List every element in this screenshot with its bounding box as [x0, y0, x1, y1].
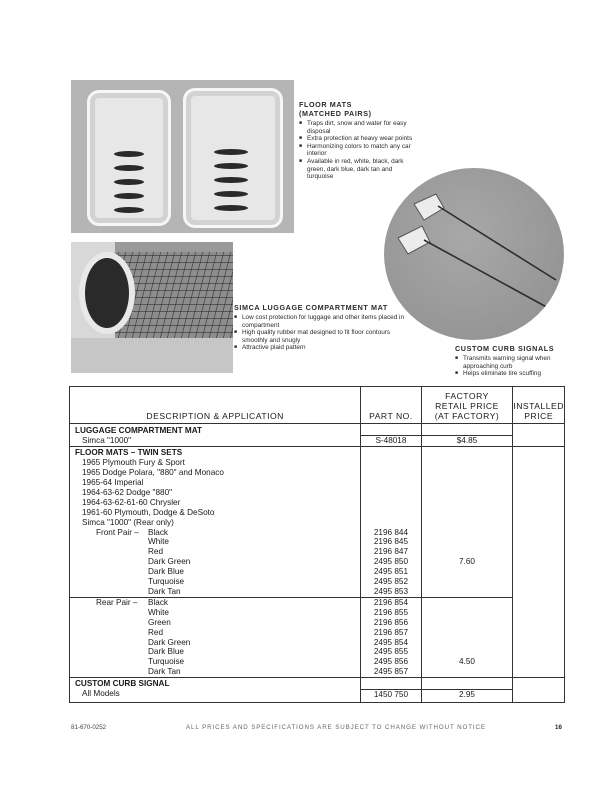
table-row: 1965 Plymouth Fury & Sport — [70, 458, 565, 468]
list-item: ■ Available in red, white, black, dark green, dark blue, dark tan and turquoise — [299, 158, 419, 181]
price-table — [69, 386, 565, 703]
table-row: Dark Tan 2495 857 — [70, 667, 565, 677]
table-row: Simca "1000" S-48018 $4.85 — [70, 436, 565, 447]
curb-signals-title: CUSTOM CURB SIGNALS — [455, 344, 555, 353]
floor-mats-caption — [299, 100, 419, 181]
tire-image — [79, 252, 135, 334]
table-row — [70, 424, 565, 436]
table-header-row — [70, 387, 565, 424]
left-floor-mat — [87, 90, 171, 226]
table-row — [70, 678, 565, 689]
price-notice: ALL PRICES AND SPECIFICATIONS ARE SUBJECT TO CHANGE WITHOUT NOTICE — [186, 724, 486, 731]
luggage-mat-photo — [71, 242, 233, 373]
table-row: Rear Pair – Black 2196 854 — [70, 597, 565, 607]
curb-signals-photo — [384, 168, 564, 340]
table-row: Dark Tan 2495 853 — [70, 587, 565, 597]
list-item: ■ High quality rubber mat designed to fit floor contours smoothly and snugly — [234, 329, 412, 344]
floor-mats-bullets — [299, 120, 419, 181]
table-row: Turquoise 2495 856 4.50 — [70, 657, 565, 667]
table-row: Green 2196 856 — [70, 618, 565, 628]
description-header: DESCRIPTION & APPLICATION — [70, 387, 361, 424]
section-heading: LUGGAGE COMPARTMENT MAT — [70, 424, 361, 436]
front-pair-price: 7.60 — [421, 557, 513, 567]
table-row: 1965 Dodge Polara, "880" and Monaco — [70, 468, 565, 478]
table-row: Turquoise 2495 852 — [70, 577, 565, 587]
section-heading: CUSTOM CURB SIGNAL — [70, 678, 361, 689]
list-item: ■ Extra protection at heavy wear points — [299, 135, 419, 143]
part-no-header: PART NO. — [361, 387, 421, 424]
luggage-mat-bullets — [234, 314, 412, 352]
floor-mats-subtitle: (MATCHED PAIRS) — [299, 109, 372, 118]
floor-mats-photo — [71, 80, 294, 233]
page-number: 16 — [555, 724, 562, 731]
list-item: ■ Attractive plaid pattern — [234, 344, 412, 352]
list-item: ■ Helps eliminate tire scuffing — [455, 370, 567, 378]
table-row: Dark Green 2495 850 7.60 — [70, 557, 565, 567]
curb-signals-caption — [455, 344, 567, 378]
right-floor-mat — [183, 88, 283, 228]
factory-price-header: FACTORY RETAIL PRICE (AT FACTORY) — [421, 387, 513, 424]
table-row: Dark Green 2495 854 — [70, 638, 565, 648]
rear-pair-price: 4.50 — [421, 657, 513, 667]
curb-signals-bullets — [455, 355, 567, 378]
table-row — [70, 447, 565, 458]
luggage-mat-title: SIMCA LUGGAGE COMPARTMENT MAT — [234, 303, 388, 312]
table-row: All Models 1450 750 2.95 — [70, 689, 565, 702]
table-row: White 2196 855 — [70, 608, 565, 618]
table-row: Red 2196 857 — [70, 628, 565, 638]
table-row: Front Pair – Black 2196 844 — [70, 528, 565, 538]
list-item: ■ Low cost protection for luggage and other items placed in compartment — [234, 314, 412, 329]
luggage-mat-caption — [234, 303, 412, 352]
list-item: ■ Transmits warning signal when approaching curb — [455, 355, 567, 370]
document-code: 81-670-0252 — [71, 724, 107, 731]
table-row: White 2196 845 — [70, 537, 565, 547]
table-row: 1964-63-62-61-60 Chrysler — [70, 498, 565, 508]
curb-feeler-illustration — [384, 168, 564, 340]
installed-price-header: INSTALLED PRICE — [513, 387, 565, 424]
table-row: 1965-64 Imperial — [70, 478, 565, 488]
table-row: 1961-60 Plymouth, Dodge & DeSoto — [70, 508, 565, 518]
list-item: ■ Traps dirt, snow and water for easy disposal — [299, 120, 419, 135]
table-row: Red 2196 847 — [70, 547, 565, 557]
table-row: Dark Blue 2495 855 — [70, 647, 565, 657]
table-row: 1964-63-62 Dodge "880" — [70, 488, 565, 498]
section-heading: FLOOR MATS – TWIN SETS — [70, 447, 361, 458]
floor-mats-title: FLOOR MATS — [299, 100, 352, 109]
table-row: Simca "1000" (Rear only) — [70, 518, 565, 528]
list-item: ■ Harmonizing colors to match any car interior — [299, 143, 419, 158]
table-row: Dark Blue 2495 851 — [70, 567, 565, 577]
